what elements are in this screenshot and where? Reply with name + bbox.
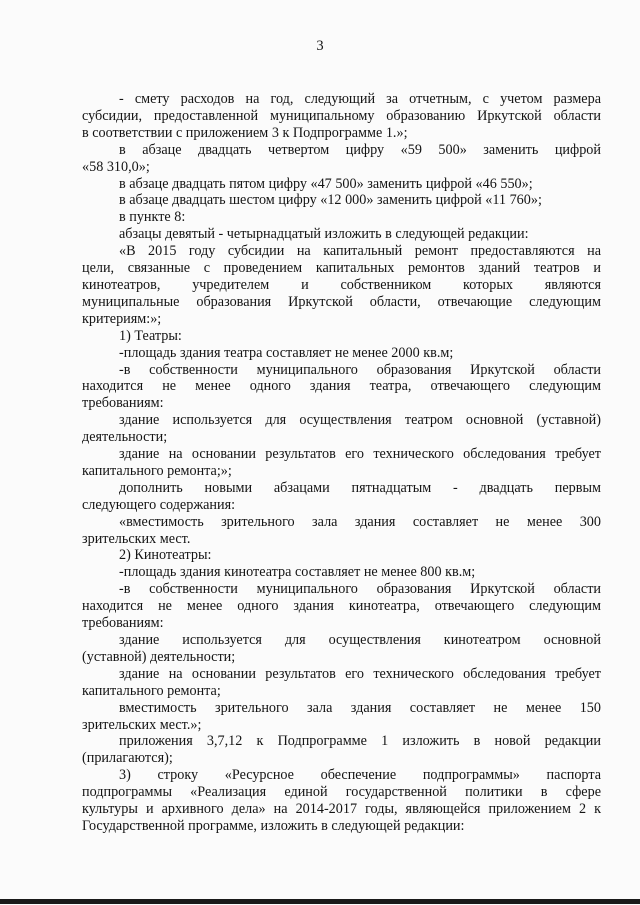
text-line: деятельности; [82,429,168,446]
text-line: требованиям: [82,395,164,412]
text-line: здание на основании результатов его технического обследования требует [119,665,601,682]
text-line: в соответствии с приложением 3 к Подпрограмме 1.»; [82,124,408,141]
text-line: муниципальные образования Иркутской области, отвечающие следующим [82,293,601,310]
text-line: зрительских мест. [82,530,191,547]
text-line: культуры и архивного дела» на 2014-2017 годы, являющейся приложением 2 к [82,801,601,818]
text-line: абзацы девятый - четырнадцатый изложить в следующей редакции: [119,226,529,243]
text-line: следующего содержания: [82,496,236,513]
text-line: приложения 3,7,12 к Подпрограмме 1 изложить в новой редакции [119,733,601,750]
text-line: в абзаце двадцать пятом цифру «47 500» заменить цифрой «46 550»; [119,175,533,192]
text-line: «В 2015 году субсидии на капитальный ремонт предоставляются на [119,243,601,260]
text-line: «вместимость зрительного зала здания составляет не менее 300 [119,513,601,530]
text-line: здание на основании результатов его технического обследования требует [119,446,601,463]
text-line: 2) Кинотеатры: [119,547,212,564]
text-line: - смету расходов на год, следующий за отчетным, с учетом размера [119,91,601,107]
text-line: в пункте 8: [119,209,186,226]
text-line: «58 310,0»; [82,158,150,175]
text-line: -в собственности муниципального образования Иркутской области [119,361,601,378]
document-body [82,91,601,835]
text-line: в абзаце двадцать четвертом цифру «59 500» заменить цифрой [119,141,601,158]
text-line: (уставной) деятельности; [82,648,236,665]
text-line: 1) Театры: [119,327,182,344]
text-line: в абзаце двадцать шестом цифру «12 000» заменить цифрой «11 760»; [119,192,542,209]
text-line: Государственной программе, изложить в следующей редакции: [82,817,465,834]
text-line: здание используется для осуществления кинотеатром основной [119,632,601,648]
text-line: критериям:»; [82,310,162,327]
text-line: капитального ремонта;»; [82,462,232,479]
text-line: требованиям: [82,615,164,632]
text-line: находится не менее одного здания театра, отвечающего следующим [82,378,601,395]
scan-bottom-edge [0,899,640,904]
text-line: -в собственности муниципального образования Иркутской области [119,581,601,598]
text-line: (прилагаются); [82,750,173,767]
text-line: дополнить новыми абзацами пятнадцатым - двадцать первым [119,479,601,496]
text-line: зрительских мест.»; [82,716,202,733]
text-line: -площадь здания кинотеатра составляет не менее 800 кв.м; [119,564,476,581]
text-line: кинотеатров, учредителем и собственником которых являются [82,276,601,293]
page-number: 3 [316,38,324,54]
text-line: вместимость зрительного зала здания составляет не менее 150 [119,699,601,716]
text-line: здание используется для осуществления театром основной (уставной) [119,412,601,429]
text-line: находится не менее одного здания кинотеатра, отвечающего следующим [82,598,601,615]
text-line: -площадь здания театра составляет не менее 2000 кв.м; [119,344,454,361]
text-line: подпрограммы «Реализация единой государственной политики в сфере [82,784,601,801]
text-line: 3) строку «Ресурсное обеспечение подпрограммы» паспорта [119,767,601,784]
text-line: цели, связанные с проведением капитальных ремонтов зданий театров и [82,260,601,277]
text-line: капитального ремонта; [82,682,221,699]
text-line: субсидии, предоставленной муниципальному образованию Иркутской области [82,107,601,124]
